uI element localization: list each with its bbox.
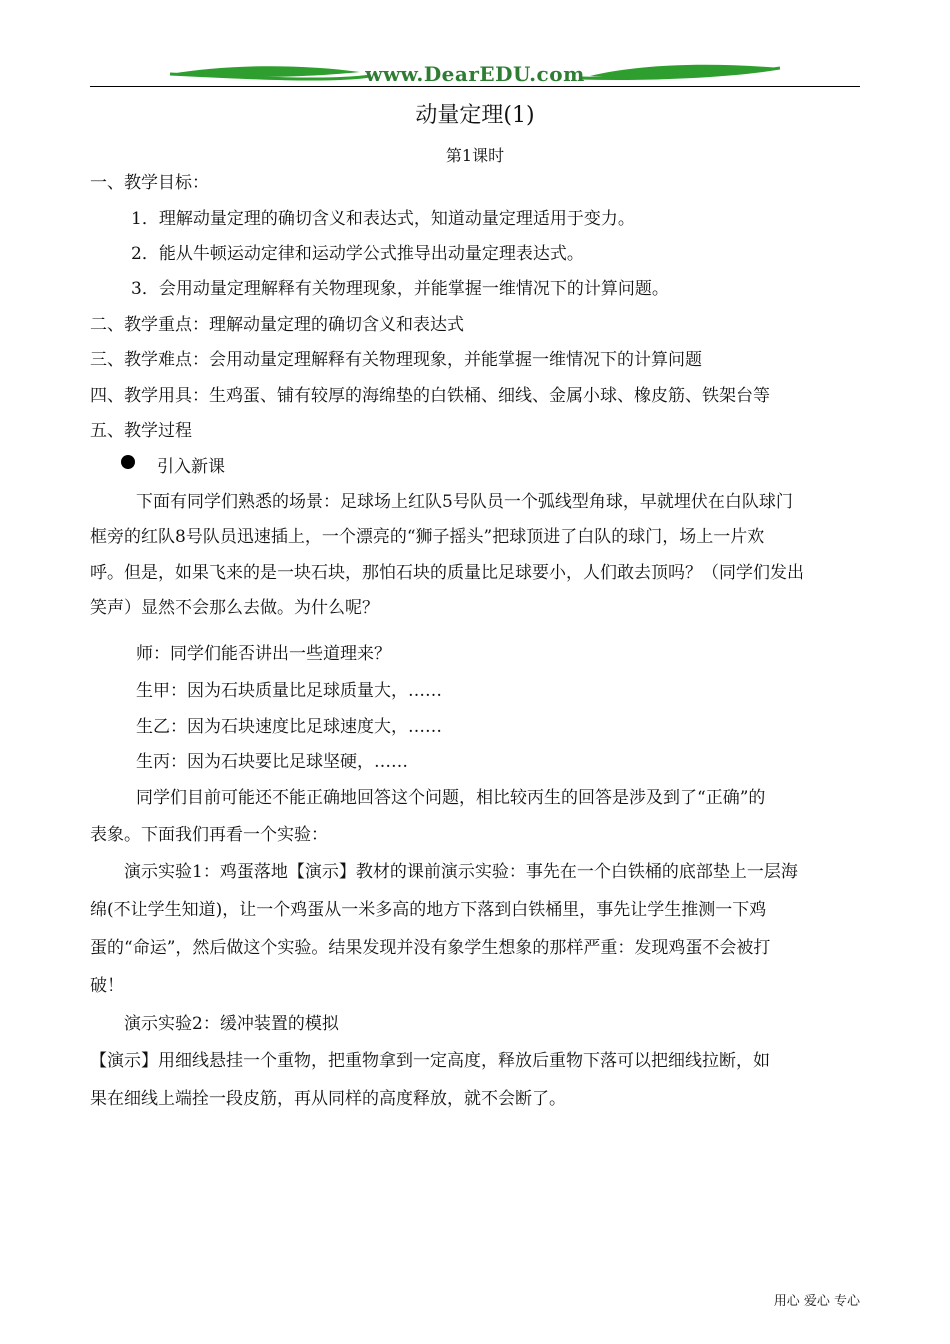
dialogue-line: 生乙：因为石块速度比足球速度大，…… (136, 717, 442, 737)
dialogue-line: 生丙：因为石块要比足球坚硬，…… (136, 752, 408, 772)
section-heading: 二、教学重点：理解动量定理的确切含义和表达式 (90, 315, 464, 335)
paragraph-line: 笑声）显然不会那么去做。为什么呢？ (90, 598, 379, 618)
dialogue-line: 师：同学们能否讲出一些道理来？ (136, 644, 391, 664)
objective-item: 1．理解动量定理的确切含义和表达式，知道动量定理适用于变力。 (131, 209, 635, 229)
bullet-icon (121, 455, 135, 469)
paragraph-line: 下面有同学们熟悉的场景：足球场上红队5号队员一个弧线型角球，早就埋伏在白队球门 (136, 492, 793, 512)
subsection-heading: 引入新课 (157, 457, 225, 477)
paragraph-line: 框旁的红队8号队员迅速插上，一个漂亮的“狮子摇头”把球顶进了白队的球门，场上一片欢 (90, 527, 765, 547)
section-heading: 三、教学难点：会用动量定理解释有关物理现象，并能掌握一维情况下的计算问题 (90, 350, 702, 370)
objective-item: 2．能从牛顿运动定律和运动学公式推导出动量定理表达式。 (131, 244, 584, 264)
paragraph-line: 【演示】用细线悬挂一个重物，把重物拿到一定高度，释放后重物下落可以把细线拉断，如 (90, 1051, 770, 1071)
page-footer: 用心 爱心 专心 (773, 1294, 860, 1309)
paragraph-line: 演示实验2：缓冲装置的模拟 (124, 1014, 339, 1034)
paragraph-line: 呼。但是，如果飞来的是一块石块，那怕石块的质量比足球要小，人们敢去顶吗？（同学们发出 (90, 563, 804, 583)
section-heading: 一、教学目标： (90, 173, 209, 193)
header-rule (90, 86, 860, 87)
objective-item: 3．会用动量定理解释有关物理现象，并能掌握一维情况下的计算问题。 (131, 279, 669, 299)
paragraph-line: 果在细线上端拴一段皮筋，再从同样的高度释放，就不会断了。 (90, 1089, 566, 1109)
section-heading: 四、教学用具：生鸡蛋、铺有较厚的海绵垫的白铁桶、细线、金属小球、橡皮筋、铁架台等 (90, 386, 770, 406)
paragraph-line: 演示实验1：鸡蛋落地【演示】教材的课前演示实验：事先在一个白铁桶的底部垫上一层海 (124, 862, 798, 882)
document-title: 动量定理(1) (415, 103, 535, 128)
paragraph-line: 蛋的“命运”，然后做这个实验。结果发现并没有象学生想象的那样严重：发现鸡蛋不会被打 (90, 938, 771, 958)
paragraph-line: 绵(不让学生知道)，让一个鸡蛋从一米多高的地方下落到白铁桶里，事先让学生推测一下鸡 (90, 900, 767, 920)
paragraph-line: 表象。下面我们再看一个实验： (90, 825, 328, 845)
section-heading: 五、教学过程 (90, 421, 192, 441)
site-logo[interactable]: www.DearEDU.com (365, 62, 585, 86)
document-subtitle: 第1课时 (445, 146, 505, 165)
dialogue-line: 生甲：因为石块质量比足球质量大，…… (136, 681, 442, 701)
paragraph-line: 破！ (90, 976, 124, 996)
paragraph-line: 同学们目前可能还不能正确地回答这个问题，相比较丙生的回答是涉及到了“正确”的 (136, 788, 766, 808)
